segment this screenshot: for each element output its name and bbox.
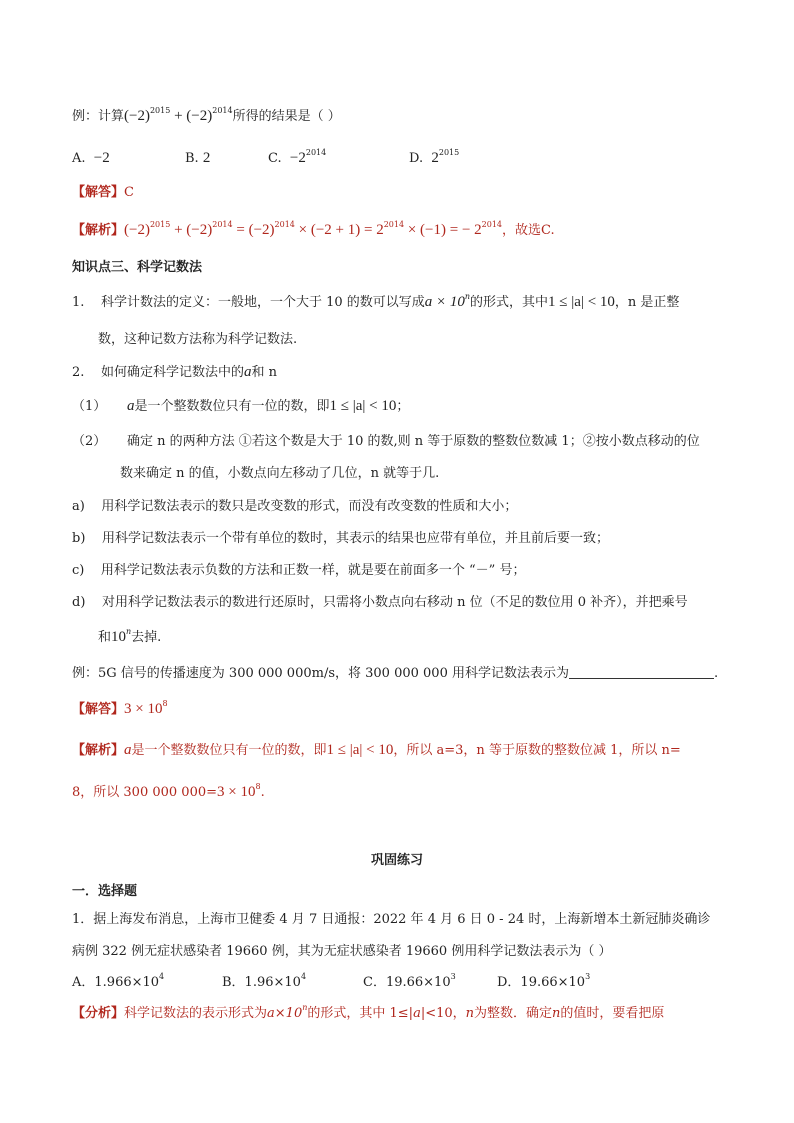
exponent: 4	[300, 972, 307, 981]
analysis-text: 为整数．确定	[474, 1006, 553, 1021]
exponent: 2015	[149, 106, 171, 115]
option-text: B．1.96×10	[222, 975, 301, 990]
section-heading: 知识点三、科学记数法	[72, 260, 203, 275]
option-label: D.	[409, 151, 424, 166]
item-2	[72, 362, 277, 383]
analysis-label: 【分析】	[72, 1006, 125, 1021]
analysis-conclusion: ，故选C.	[502, 223, 555, 238]
exponent: 2014	[383, 220, 405, 229]
exponent: 2015	[149, 220, 171, 229]
question-1-line-2: 病例 322 例无症状感染者 19660 例，其为无症状感染者 19660 例用科学记数法表示为（ ）	[72, 944, 612, 959]
note-text: 对用科学记数法表示的数进行还原时，只需将小数点向右移动 n 位（不足的数位用 0 补齐），并把乘号	[101, 595, 688, 610]
item-text: 科学计数法的定义：一般地，一个大于 10 的数可以写成	[100, 295, 425, 310]
question-text: 例：5G 信号的传播速度为 300 000 000m/s，将 300 000 000 用科学记数法表示为	[72, 666, 569, 681]
option-d	[497, 973, 590, 993]
exponent: n	[126, 627, 132, 636]
exponent: 2014	[212, 220, 233, 229]
note-text: 用科学记数法表示一个带有单位的数时，其表示的结果也应带有单位，并且前后要一致；	[101, 531, 609, 546]
math-variable: a	[413, 1006, 421, 1021]
item-1	[72, 292, 679, 313]
exponent: 8	[162, 699, 168, 708]
math-term: (−2)	[124, 108, 150, 124]
note-text: 用科学记数法表示负数的方法和正数一样，就是要在前面多一个 “－” 号；	[100, 563, 526, 578]
analysis-text: 科学记数法的表示形式为	[124, 1006, 268, 1021]
option-c	[268, 148, 326, 169]
sub-item-2-continuation: 数来确定 n 的值，小数点向左移动了几位，n 就等于几.	[120, 466, 440, 481]
exponent: 2014	[481, 220, 503, 229]
example2-question	[72, 664, 718, 684]
practice-section-heading: 一．选择题	[72, 884, 138, 899]
item-text: ；	[396, 399, 410, 414]
option-label: B.	[185, 151, 199, 166]
option-b	[185, 148, 210, 169]
math-term: (−2)	[124, 222, 150, 238]
note-d-continuation	[98, 627, 161, 648]
item-text: 的形式，其中	[470, 295, 549, 310]
math-variable: n	[465, 1006, 475, 1021]
analysis-text: 的值时，要看把原	[560, 1006, 665, 1021]
note-a	[72, 497, 517, 517]
item-text: ，n 是正整	[614, 295, 680, 310]
option-value: −2	[93, 150, 110, 166]
math-variable: a	[126, 398, 135, 414]
example2-answer	[72, 699, 168, 720]
math-term: a×10	[267, 1006, 303, 1021]
item-number: （1）	[72, 399, 107, 414]
note-label: b)	[72, 531, 86, 546]
item-text: 如何确定科学记数法中的	[100, 365, 244, 380]
note-d	[72, 593, 688, 613]
math-range: 1 ≤ |a| < 10	[548, 294, 615, 310]
exponent: n	[302, 1003, 308, 1012]
analysis-text: .	[260, 785, 265, 800]
exponent: 2014	[274, 220, 295, 229]
sub-item-1	[72, 396, 409, 417]
option-label: A.	[72, 151, 86, 166]
math-term: a × 10	[424, 294, 465, 310]
item-number: 1.	[72, 295, 85, 310]
analysis-label: 【解析】	[72, 223, 125, 238]
math-range: 1 ≤ |a| < 10	[329, 398, 397, 414]
option-b	[222, 973, 306, 993]
question-1-line-1: 1．据上海发布消息，上海市卫健委 4 月 7 日通报：2022 年 4 月 6 日 0 - 24 时，上海新增本土新冠肺炎确诊	[72, 912, 711, 927]
option-value: −2	[289, 150, 306, 166]
option-c	[363, 973, 456, 993]
note-text: 和	[98, 630, 112, 645]
example2-analysis	[72, 740, 681, 761]
question-1-analysis	[72, 1004, 664, 1024]
math-term: = (−2)	[232, 222, 275, 238]
analysis-text: |<10，	[420, 1006, 466, 1021]
example1-answer	[72, 183, 134, 203]
math-range: 1 ≤ |a| < 10	[326, 742, 394, 758]
item-number: 2.	[72, 365, 85, 380]
math-term: × (−1) = − 2	[404, 222, 482, 238]
item-text: 和 n	[251, 365, 277, 380]
exponent: n	[464, 292, 471, 301]
note-label: a)	[72, 499, 85, 514]
option-value: 2	[202, 150, 211, 166]
item-number: （2）	[72, 434, 107, 449]
analysis-text: ，所以 a=3，n 等于原数的整数位减 1，所以 n=	[393, 743, 681, 758]
math-term: 3 × 10	[217, 784, 256, 800]
option-value: 2	[431, 150, 439, 166]
math-term: + (−2)	[170, 222, 213, 238]
math-term: 10	[111, 629, 127, 645]
item-text: 是一个整数数位只有一位的数，即	[134, 399, 330, 414]
practice-title: 巩固练习	[370, 853, 423, 868]
answer-value: 3 × 10	[124, 701, 163, 717]
math-variable: n	[552, 1006, 561, 1021]
item-1-continuation: 数，这种记数方法称为科学记数法.	[98, 332, 298, 347]
exponent: 2014	[212, 106, 233, 115]
option-text: C．19.66×10	[363, 975, 451, 990]
note-text: 用科学记数法表示的数只是改变数的形式，而没有改变数的性质和大小；	[101, 499, 518, 514]
item-text: 确定 n 的两种方法 ①若这个数是大于 10 的数,则 n 等于原数的整数位数减 1；②按小数点移动的位	[126, 434, 700, 449]
question-suffix: 所得的结果是（ ）	[232, 109, 341, 124]
analysis-text: 的形式，其中 1≤|	[307, 1006, 414, 1021]
example2-analysis-continuation	[72, 782, 265, 803]
option-text: D．19.66×10	[497, 975, 586, 990]
math-variable: a	[124, 742, 132, 758]
note-label: d)	[72, 595, 86, 610]
analysis-text: 8，所以 300 000 000=	[72, 785, 217, 800]
exponent: 2015	[438, 148, 460, 157]
answer-value: C	[124, 185, 134, 200]
note-text: 去掉.	[131, 630, 162, 645]
exponent: 3	[585, 972, 591, 981]
math-operator: +	[170, 108, 187, 124]
math-term: (−2)	[186, 108, 213, 124]
answer-label: 【解答】	[72, 702, 125, 717]
question-prefix: 例：计算	[72, 109, 125, 124]
math-variable: a	[243, 364, 252, 380]
answer-blank	[569, 666, 714, 679]
exponent: 3	[450, 972, 456, 981]
note-label: c)	[72, 563, 85, 578]
example1-analysis	[72, 220, 555, 241]
analysis-text: 是一个整数数位只有一位的数，即	[131, 743, 327, 758]
option-a	[72, 973, 164, 993]
exponent: 2014	[305, 148, 327, 157]
answer-label: 【解答】	[72, 185, 125, 200]
exponent: 8	[255, 782, 261, 791]
note-c	[72, 561, 525, 581]
option-text: A．1.966×10	[72, 975, 160, 990]
example1-question	[72, 106, 341, 127]
option-a	[72, 148, 110, 169]
math-term: × (−2 + 1) = 2	[294, 222, 384, 238]
note-b	[72, 529, 609, 549]
exponent: 4	[159, 972, 165, 981]
sub-item-2	[72, 432, 700, 452]
analysis-label: 【解析】	[72, 743, 125, 758]
option-label: C.	[268, 151, 282, 166]
option-d	[409, 148, 459, 169]
question-text: .	[713, 666, 719, 681]
